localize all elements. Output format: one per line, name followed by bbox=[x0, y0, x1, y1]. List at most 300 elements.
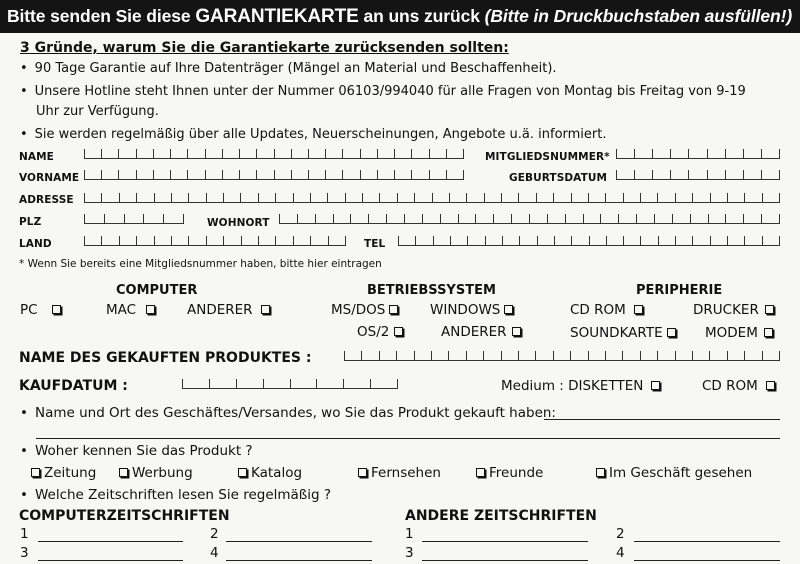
field-tick bbox=[274, 149, 275, 158]
field-tick bbox=[463, 149, 464, 158]
field-tick bbox=[429, 149, 430, 158]
field-tick bbox=[616, 149, 617, 158]
field-tick bbox=[433, 236, 434, 245]
land-field[interactable] bbox=[84, 237, 346, 246]
field-tick bbox=[622, 351, 623, 360]
field-tick bbox=[104, 214, 105, 223]
field-tick bbox=[153, 170, 154, 179]
field-tick bbox=[606, 236, 607, 245]
field-tick bbox=[440, 214, 441, 223]
checkbox-icon[interactable] bbox=[512, 327, 521, 336]
field-tick bbox=[779, 214, 780, 223]
field-tick bbox=[182, 379, 183, 388]
tel-field[interactable] bbox=[398, 237, 780, 246]
field-tick bbox=[361, 351, 362, 360]
field-tick bbox=[688, 170, 689, 179]
field-tick bbox=[187, 170, 188, 179]
field-tick bbox=[743, 170, 744, 179]
source-question: • Woher kennen Sie das Produkt ? bbox=[20, 443, 253, 459]
option-windows[interactable]: WINDOWS bbox=[430, 302, 517, 318]
field-tick bbox=[325, 149, 326, 158]
field-tick bbox=[170, 170, 171, 179]
field-tick bbox=[449, 193, 450, 202]
field-tick bbox=[675, 193, 676, 202]
product-field[interactable] bbox=[344, 352, 780, 361]
field-tick bbox=[779, 193, 780, 202]
field-tick bbox=[761, 214, 762, 223]
plz-label: PLZ bbox=[19, 216, 42, 228]
geburt-label: GEBURTSDATUM bbox=[509, 172, 608, 184]
field-tick bbox=[398, 236, 399, 245]
header-highlight: GARANTIEKARTE bbox=[195, 6, 359, 27]
field-tick bbox=[707, 170, 708, 179]
field-tick bbox=[658, 236, 659, 245]
name-field[interactable] bbox=[84, 150, 464, 159]
field-tick bbox=[171, 236, 172, 245]
computer-mag-1-field[interactable] bbox=[38, 541, 183, 542]
field-tick bbox=[84, 149, 85, 158]
other-mag-4-field[interactable] bbox=[634, 560, 780, 561]
option-pc[interactable]: PC bbox=[20, 302, 65, 318]
field-tick bbox=[414, 193, 415, 202]
field-tick bbox=[779, 149, 780, 158]
field-tick bbox=[290, 379, 291, 388]
checkbox-icon[interactable] bbox=[766, 381, 775, 390]
checkbox-icon[interactable] bbox=[389, 305, 398, 314]
field-tick bbox=[675, 351, 676, 360]
option-drucker[interactable]: DRUCKER bbox=[693, 302, 778, 318]
header-middle: an uns zurück bbox=[363, 6, 480, 26]
shop-field-2[interactable] bbox=[36, 438, 780, 439]
field-tick bbox=[692, 193, 693, 202]
field-tick bbox=[101, 236, 102, 245]
shop-field[interactable] bbox=[544, 419, 780, 420]
geburt-field[interactable] bbox=[616, 171, 780, 180]
reason-2-cont: Uhr zur Verfügung. bbox=[36, 104, 159, 119]
kaufdatum-field[interactable] bbox=[182, 380, 398, 389]
computer-mags-title: COMPUTERZEITSCHRIFTEN bbox=[19, 508, 230, 524]
field-tick bbox=[623, 193, 624, 202]
field-tick bbox=[342, 170, 343, 179]
mag-num-3: 3 bbox=[20, 545, 29, 561]
checkbox-icon[interactable] bbox=[31, 468, 40, 477]
field-tick bbox=[379, 193, 380, 202]
field-tick bbox=[692, 236, 693, 245]
field-tick bbox=[333, 214, 334, 223]
field-tick bbox=[431, 351, 432, 360]
field-tick bbox=[692, 351, 693, 360]
field-tick bbox=[672, 214, 673, 223]
field-tick bbox=[291, 149, 292, 158]
field-tick bbox=[744, 193, 745, 202]
field-tick bbox=[187, 149, 188, 158]
field-tick bbox=[297, 214, 298, 223]
field-tick bbox=[725, 170, 726, 179]
field-tick bbox=[570, 351, 571, 360]
plz-field[interactable] bbox=[84, 215, 184, 224]
field-tick bbox=[84, 214, 85, 223]
field-tick bbox=[762, 193, 763, 202]
field-tick bbox=[293, 193, 294, 202]
field-tick bbox=[84, 170, 85, 179]
field-tick bbox=[571, 236, 572, 245]
option-medium-cdrom[interactable]: CD ROM bbox=[702, 378, 779, 394]
field-tick bbox=[377, 149, 378, 158]
option-computer-anderer[interactable]: ANDERER bbox=[187, 302, 274, 318]
vorname-label: VORNAME bbox=[19, 172, 80, 184]
field-tick bbox=[616, 170, 617, 179]
option-geschaeft[interactable]: Im Geschäft gesehen bbox=[596, 465, 752, 481]
field-tick bbox=[119, 236, 120, 245]
field-tick bbox=[316, 379, 317, 388]
tel-label: TEL bbox=[364, 238, 386, 250]
field-tick bbox=[404, 214, 405, 223]
field-tick bbox=[386, 214, 387, 223]
field-tick bbox=[446, 149, 447, 158]
field-tick bbox=[743, 214, 744, 223]
header-note: (Bitte in Druckbuchstaben ausfüllen!) bbox=[484, 6, 793, 26]
mag-num-1: 1 bbox=[20, 526, 29, 542]
field-tick bbox=[652, 149, 653, 158]
checkbox-icon[interactable] bbox=[261, 305, 270, 314]
field-tick bbox=[708, 214, 709, 223]
field-tick bbox=[119, 193, 120, 202]
option-werbung[interactable]: Werbung bbox=[119, 465, 193, 481]
field-tick bbox=[675, 236, 676, 245]
field-tick bbox=[623, 236, 624, 245]
field-tick bbox=[502, 236, 503, 245]
checkbox-icon[interactable] bbox=[764, 328, 773, 337]
field-tick bbox=[118, 149, 119, 158]
field-tick bbox=[308, 149, 309, 158]
option-fernsehen[interactable]: Fernsehen bbox=[358, 465, 441, 481]
field-tick bbox=[467, 236, 468, 245]
field-tick bbox=[205, 149, 206, 158]
field-tick bbox=[710, 236, 711, 245]
field-tick bbox=[640, 236, 641, 245]
field-tick bbox=[529, 214, 530, 223]
field-tick bbox=[222, 170, 223, 179]
mitglied-label: MITGLIEDSNUMMER* bbox=[485, 151, 610, 163]
field-tick bbox=[636, 214, 637, 223]
field-tick bbox=[143, 214, 144, 223]
computer-mag-2-field[interactable] bbox=[226, 541, 372, 542]
field-tick bbox=[583, 214, 584, 223]
field-tick bbox=[188, 236, 189, 245]
field-tick bbox=[345, 193, 346, 202]
os-title: BETRIEBSSYSTEM bbox=[367, 283, 496, 298]
field-tick bbox=[511, 214, 512, 223]
field-tick bbox=[518, 351, 519, 360]
option-cdrom[interactable]: CD ROM bbox=[570, 302, 647, 318]
checkbox-icon[interactable] bbox=[765, 305, 774, 314]
field-tick bbox=[605, 351, 606, 360]
field-tick bbox=[171, 193, 172, 202]
field-tick bbox=[634, 149, 635, 158]
other-mag-num-3: 3 bbox=[405, 545, 414, 561]
field-tick bbox=[432, 193, 433, 202]
field-tick bbox=[519, 236, 520, 245]
field-tick bbox=[370, 379, 371, 388]
field-tick bbox=[657, 193, 658, 202]
field-tick bbox=[397, 379, 398, 388]
field-tick bbox=[640, 193, 641, 202]
field-tick bbox=[279, 214, 280, 223]
field-tick bbox=[475, 214, 476, 223]
checkbox-icon[interactable] bbox=[651, 381, 660, 390]
field-tick bbox=[484, 193, 485, 202]
mag-num-4: 4 bbox=[210, 545, 219, 561]
other-mags-title: ANDERE ZEITSCHRIFTEN bbox=[405, 508, 597, 524]
field-tick bbox=[554, 236, 555, 245]
checkbox-icon[interactable] bbox=[119, 468, 128, 477]
field-tick bbox=[136, 193, 137, 202]
checkbox-icon[interactable] bbox=[394, 327, 403, 336]
field-tick bbox=[446, 170, 447, 179]
field-tick bbox=[344, 351, 345, 360]
field-tick bbox=[466, 193, 467, 202]
field-tick bbox=[761, 149, 762, 158]
field-tick bbox=[183, 214, 184, 223]
field-tick bbox=[458, 214, 459, 223]
field-tick bbox=[565, 214, 566, 223]
field-tick bbox=[688, 149, 689, 158]
field-tick bbox=[588, 193, 589, 202]
field-tick bbox=[415, 236, 416, 245]
field-tick bbox=[154, 236, 155, 245]
field-tick bbox=[707, 149, 708, 158]
other-mag-1-field[interactable] bbox=[422, 541, 588, 542]
header-prefix: Bitte senden Sie diese bbox=[7, 6, 191, 26]
field-tick bbox=[209, 379, 210, 388]
checkbox-icon[interactable] bbox=[596, 468, 605, 477]
field-tick bbox=[709, 351, 710, 360]
field-tick bbox=[483, 351, 484, 360]
field-tick bbox=[236, 379, 237, 388]
field-tick bbox=[293, 236, 294, 245]
field-tick bbox=[343, 379, 344, 388]
other-mag-2-field[interactable] bbox=[634, 541, 780, 542]
field-tick bbox=[188, 193, 189, 202]
field-tick bbox=[493, 214, 494, 223]
field-tick bbox=[725, 149, 726, 158]
field-tick bbox=[206, 193, 207, 202]
field-tick bbox=[743, 149, 744, 158]
wohnort-field[interactable] bbox=[279, 215, 780, 224]
checkbox-icon[interactable] bbox=[238, 468, 247, 477]
field-tick bbox=[379, 351, 380, 360]
field-tick bbox=[588, 351, 589, 360]
field-tick bbox=[727, 193, 728, 202]
field-tick bbox=[136, 149, 137, 158]
other-mag-num-1: 1 bbox=[405, 526, 414, 542]
field-tick bbox=[553, 351, 554, 360]
field-tick bbox=[275, 193, 276, 202]
field-tick bbox=[396, 351, 397, 360]
field-tick bbox=[154, 193, 155, 202]
field-tick bbox=[239, 170, 240, 179]
field-tick bbox=[422, 214, 423, 223]
computer-mag-3-field[interactable] bbox=[38, 560, 183, 561]
field-tick bbox=[744, 236, 745, 245]
footnote: * Wenn Sie bereits eine Mitgliedsnummer haben, bitte hier eintragen bbox=[19, 258, 382, 270]
field-tick bbox=[205, 170, 206, 179]
adresse-field[interactable] bbox=[84, 194, 780, 203]
field-tick bbox=[327, 193, 328, 202]
field-tick bbox=[239, 149, 240, 158]
field-tick bbox=[670, 170, 671, 179]
checkbox-icon[interactable] bbox=[504, 305, 513, 314]
option-soundkarte[interactable]: SOUNDKARTE bbox=[570, 325, 680, 341]
option-os2[interactable]: OS/2 bbox=[357, 324, 407, 340]
mag-num-2: 2 bbox=[210, 526, 219, 542]
field-tick bbox=[310, 193, 311, 202]
field-tick bbox=[537, 236, 538, 245]
field-tick bbox=[328, 236, 329, 245]
field-tick bbox=[240, 193, 241, 202]
field-tick bbox=[291, 170, 292, 179]
field-tick bbox=[394, 149, 395, 158]
field-tick bbox=[394, 170, 395, 179]
field-tick bbox=[501, 351, 502, 360]
field-tick bbox=[84, 236, 85, 245]
field-tick bbox=[258, 193, 259, 202]
name-label: NAME bbox=[19, 151, 54, 163]
field-tick bbox=[710, 193, 711, 202]
field-tick bbox=[315, 214, 316, 223]
field-tick bbox=[206, 236, 207, 245]
field-tick bbox=[535, 351, 536, 360]
field-tick bbox=[654, 214, 655, 223]
field-tick bbox=[640, 351, 641, 360]
field-tick bbox=[414, 351, 415, 360]
checkbox-icon[interactable] bbox=[52, 305, 61, 314]
field-tick bbox=[600, 214, 601, 223]
field-tick bbox=[690, 214, 691, 223]
reasons-title: 3 Gründe, warum Sie die Garantiekarte zurücksenden sollten: bbox=[20, 40, 509, 56]
option-zeitung[interactable]: Zeitung bbox=[31, 465, 96, 481]
field-tick bbox=[725, 214, 726, 223]
field-tick bbox=[485, 236, 486, 245]
land-label: LAND bbox=[19, 238, 52, 250]
field-tick bbox=[163, 214, 164, 223]
field-tick bbox=[518, 193, 519, 202]
field-tick bbox=[634, 170, 635, 179]
field-tick bbox=[571, 193, 572, 202]
field-tick bbox=[762, 351, 763, 360]
field-tick bbox=[652, 170, 653, 179]
other-mag-num-4: 4 bbox=[616, 545, 625, 561]
field-tick bbox=[101, 170, 102, 179]
field-tick bbox=[779, 351, 780, 360]
checkbox-icon[interactable] bbox=[634, 305, 643, 314]
option-mac[interactable]: MAC bbox=[106, 302, 159, 318]
field-tick bbox=[368, 214, 369, 223]
field-tick bbox=[274, 170, 275, 179]
mitglied-field[interactable] bbox=[616, 150, 780, 159]
field-tick bbox=[779, 170, 780, 179]
field-tick bbox=[657, 351, 658, 360]
checkbox-icon[interactable] bbox=[358, 468, 367, 477]
field-tick bbox=[275, 236, 276, 245]
reason-1: • 90 Tage Garantie auf Ihre Datenträger (Mängel an Material und Beschaffenheit). bbox=[20, 61, 557, 76]
field-tick bbox=[744, 351, 745, 360]
field-tick bbox=[256, 149, 257, 158]
field-tick bbox=[241, 236, 242, 245]
header-banner bbox=[0, 0, 800, 33]
field-tick bbox=[411, 170, 412, 179]
field-tick bbox=[605, 193, 606, 202]
field-tick bbox=[397, 193, 398, 202]
field-tick bbox=[258, 236, 259, 245]
field-tick bbox=[308, 170, 309, 179]
field-tick bbox=[362, 193, 363, 202]
computer-title: COMPUTER bbox=[116, 283, 198, 298]
field-tick bbox=[727, 351, 728, 360]
field-tick bbox=[450, 236, 451, 245]
option-freunde[interactable]: Freunde bbox=[476, 465, 543, 481]
field-tick bbox=[501, 193, 502, 202]
reason-2: • Unsere Hotline steht Ihnen unter der Nummer 06103/994040 für alle Fragen von Montag bis Freitag von 9-19 bbox=[20, 84, 746, 99]
option-os-anderer[interactable]: ANDERER bbox=[441, 324, 525, 340]
field-tick bbox=[342, 149, 343, 158]
field-tick bbox=[547, 214, 548, 223]
field-tick bbox=[360, 149, 361, 158]
option-modem[interactable]: MODEM bbox=[705, 325, 777, 341]
field-tick bbox=[762, 236, 763, 245]
field-tick bbox=[153, 149, 154, 158]
field-tick bbox=[589, 236, 590, 245]
field-tick bbox=[411, 149, 412, 158]
field-tick bbox=[345, 236, 346, 245]
field-tick bbox=[360, 170, 361, 179]
field-tick bbox=[377, 170, 378, 179]
field-tick bbox=[448, 351, 449, 360]
field-tick bbox=[350, 214, 351, 223]
option-msdos[interactable]: MS/DOS bbox=[331, 302, 402, 318]
field-tick bbox=[136, 170, 137, 179]
field-tick bbox=[463, 170, 464, 179]
field-tick bbox=[553, 193, 554, 202]
field-tick bbox=[727, 236, 728, 245]
field-tick bbox=[170, 149, 171, 158]
field-tick bbox=[222, 149, 223, 158]
other-mag-3-field[interactable] bbox=[422, 560, 588, 561]
field-tick bbox=[124, 214, 125, 223]
checkbox-icon[interactable] bbox=[667, 328, 676, 337]
product-label: NAME DES GEKAUFTEN PRODUKTES : bbox=[19, 350, 312, 366]
wohnort-label: WOHNORT bbox=[207, 217, 270, 229]
field-tick bbox=[256, 170, 257, 179]
peripherie-title: PERIPHERIE bbox=[636, 283, 723, 298]
field-tick bbox=[223, 236, 224, 245]
kaufdatum-label: KAUFDATUM : bbox=[19, 378, 128, 394]
checkbox-icon[interactable] bbox=[476, 468, 485, 477]
checkbox-icon[interactable] bbox=[146, 305, 155, 314]
field-tick bbox=[466, 351, 467, 360]
option-katalog[interactable]: Katalog bbox=[238, 465, 302, 481]
option-disketten[interactable]: Medium : DISKETTEN bbox=[501, 378, 664, 394]
field-tick bbox=[136, 236, 137, 245]
field-tick bbox=[263, 379, 264, 388]
vorname-field[interactable] bbox=[84, 171, 464, 180]
field-tick bbox=[670, 149, 671, 158]
computer-mag-4-field[interactable] bbox=[226, 560, 372, 561]
field-tick bbox=[779, 236, 780, 245]
field-tick bbox=[223, 193, 224, 202]
field-tick bbox=[429, 170, 430, 179]
field-tick bbox=[101, 149, 102, 158]
